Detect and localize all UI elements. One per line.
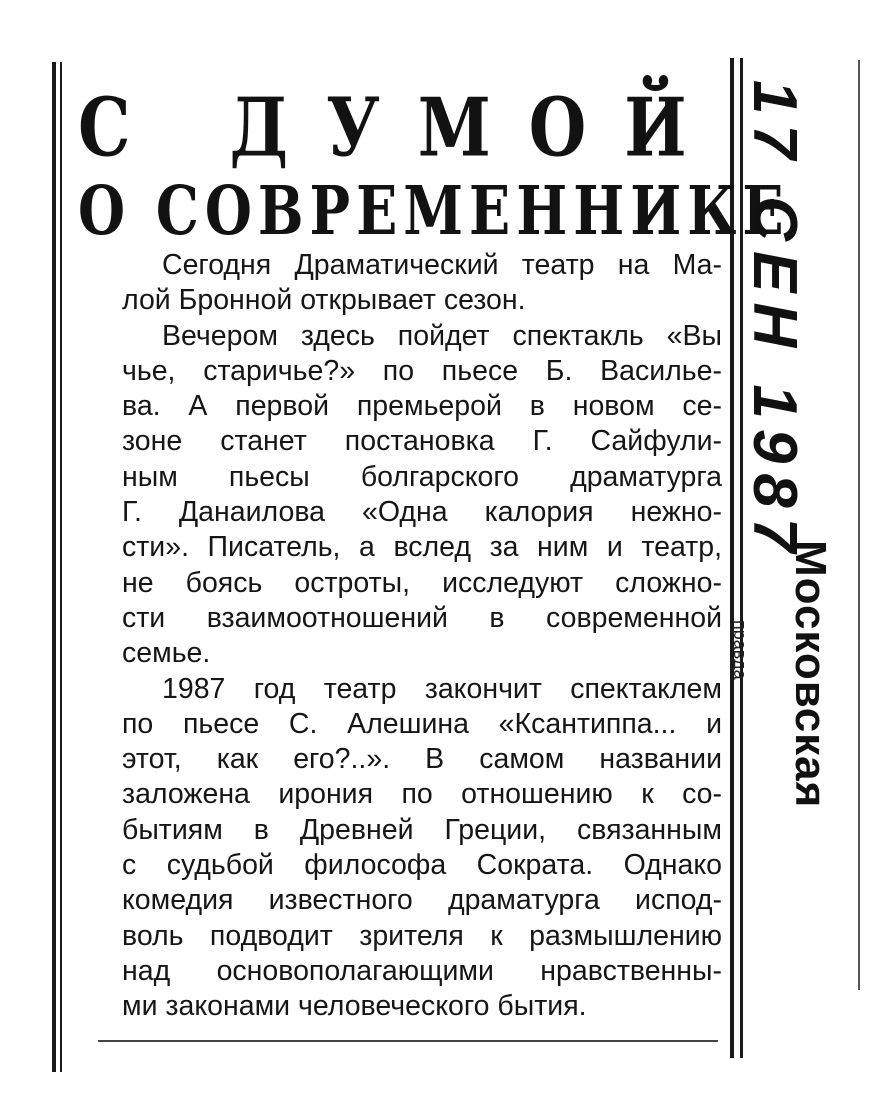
article-body: [82, 248, 722, 1025]
left-border-rule-inner: [60, 62, 62, 1072]
left-border-rule: [52, 62, 56, 1072]
paragraph-1: [82, 248, 722, 319]
paragraph-3: [82, 672, 722, 1025]
text-line: Сегодня Драматический театр на Ма-: [162, 249, 722, 281]
text-line: бытиям в Древней Греции, связанным: [122, 813, 722, 846]
text-line: чье, старичье?» по пьесе Б. Василье-: [122, 354, 722, 387]
text-line: зоне станет постановка Г. Сайфули-: [122, 425, 722, 458]
text-line: 1987 год театр закончит спектаклем: [162, 672, 722, 705]
text-line: по пьесе С. Алешина «Ксантиппа... и: [122, 707, 722, 740]
headline-line-1: С ДУМОЙ: [78, 80, 725, 176]
headline-line-2: О СОВРЕМЕННИКЕ: [78, 170, 790, 250]
text-line: сти». Писатель, а вслед за ним и театр,: [122, 531, 722, 564]
newspaper-small-stamp: правда: [730, 620, 750, 680]
text-line: ми законами человеческого бытия.: [122, 990, 587, 1023]
text-line: ва. А первой премьерой в новом се-: [122, 390, 722, 423]
text-line: семье.: [122, 637, 211, 670]
paragraph-2: [82, 319, 722, 672]
text-line: с судьбой философа Сократа. Однако: [122, 849, 722, 882]
text-line: лой Бронной открывает сезон.: [122, 284, 526, 317]
text-line: не боясь остроты, исследуют сложно-: [122, 566, 722, 599]
text-line: этот, как его?..». В самом названии: [122, 743, 722, 776]
date-stamp: 17 СЕН 1987: [740, 80, 809, 563]
newspaper-name-stamp: Московская: [786, 540, 835, 809]
text-line: над основополагающими нравственны-: [122, 954, 722, 987]
text-line: комедия известного драматурга испод-: [122, 884, 722, 917]
text-line: воль подводит зрителя к размышлению: [122, 919, 722, 952]
text-line: сти взаимоотношений в современной: [122, 601, 722, 634]
text-line: Г. Данаилова «Одна калория нежно-: [122, 496, 722, 529]
bottom-rule: [98, 1040, 718, 1042]
stamp-right-rule: [858, 60, 860, 990]
text-line: Вечером здесь пойдет спектакль «Вы: [162, 319, 722, 352]
text-line: ным пьесы болгарского драматурга: [122, 460, 722, 493]
text-line: заложена ирония по отношению к со-: [122, 778, 722, 811]
